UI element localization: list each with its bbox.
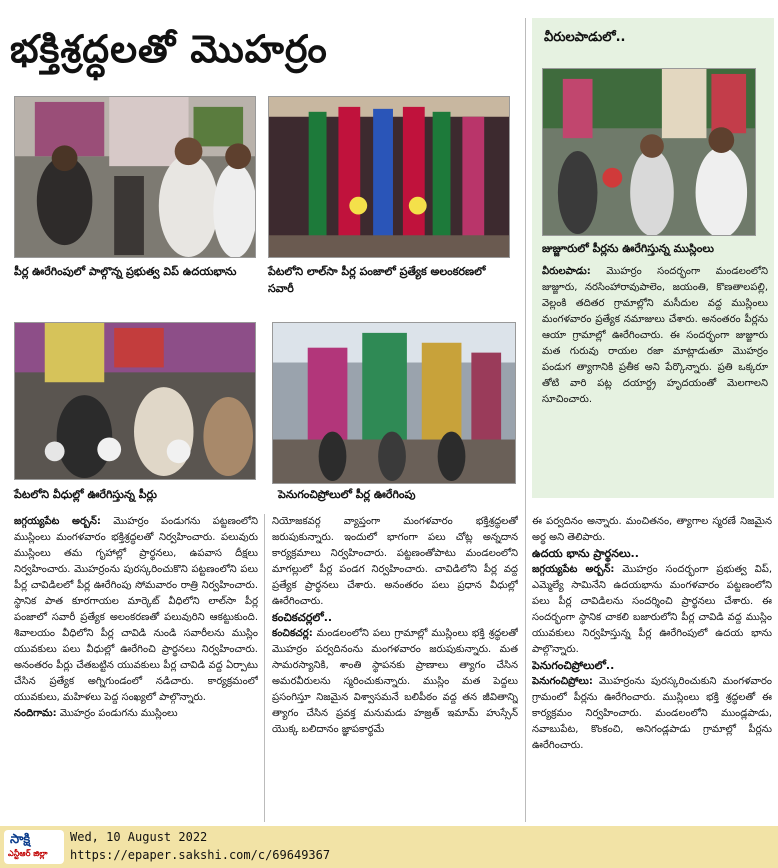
photo-image [15,323,255,479]
col1-lead: జగ్గయ్యపేట అర్బన్: [14,516,101,527]
col3-body1: మొహర్రం సందర్భంగా ప్రభుత్వ విప్, ఎమ్మెల్యే సామినేని ఉదయభాను మంగళవారం పట్టణంలోని పలు పీర్ల చావిడిలను సందర్శించి ప్రార్థనలు చేశారు. ఈ సందర్భంగా స్థానిక చాకలి బజారులోని పీర్ల చావిడి వద్ద ముస్లిం యువకులు నిర్వహిస్తున్న పీర్ల ఊరేగింపులో ఉదయ భాను పాల్గొన్నారు. [532,564,772,655]
logo-text: సాక్షి [10,832,31,847]
article-col3 [532,514,772,826]
col1-lead2: నందిగామ: [14,708,57,719]
column-divider [264,514,265,822]
photo-image [15,97,255,257]
sidebar-lead: వీరులపాడు: [542,266,591,277]
article-col2 [272,514,518,826]
col1-body: మొహర్రం పండుగను పట్టణంలోని ముస్లింలు మంగళవారం భక్తిశ్రద్ధలతో నిర్వహించారు. పలువురు ముస్లింలు తమ గృహాల్లో ప్రార్థనలు, ఉపవాస దీక్షలు నిర్వహించారు. మొహర్రంను పురస్కరించుకొని పట్టణంలోని పలు పీర్ల చావిడిలలో పీర్ల ఊరేగింపు సోమవారం రాత్రి నిర్వహించారు. స్థానిక పాత కూరగాయల మార్కెట్ వీధిలోని లాల్‌సా పీర్ల పంజాలో సవారీ ప్రత్యేక అలంకరణతో పలువురిని ఆకట్టుకుంది. శివాలయం వీధిలోని పీర్ల చావిడి నుండి సవారీలను ముస్లిం యువకులు పలు వీధుల్లో ఊరేగించి ప్రార్థనలు నిర్వహించారు. అనంతరం పీర్లు చేతబట్టిన యువకులు పీర్ల చావిడి వద్ద ఏర్పాటు చేసిన ప్రత్యేక అగ్నిగుండంలో నడిచారు. కార్యక్రమంలో యువకులు, మహిళలు పెద్ద సంఖ్యలో పాల్గొన్నారు. [14,516,258,703]
footer-url-link[interactable]: https://epaper.sakshi.com/c/69649367 [70,848,331,862]
footer-date: Wed, 10 August 2022 [70,830,208,844]
sidebar-article [542,264,768,496]
photo-jujjuru [542,68,756,236]
caption-photo3: పేటలోని వీధుల్లో ఊరేగిస్తున్న పీర్లు [14,488,157,501]
sakshi-logo [4,830,64,864]
sidebar-title: వీరులపాడులో.. [544,30,626,45]
col2-subhead: కంచికచర్లలో.. [272,611,333,624]
logo-edition: ఎన్టీఆర్ జిల్లా [8,849,48,858]
col2-body: నియోజకవర్గ వ్యాప్తంగా మంగళవారం భక్తిశ్రద్ధలతో జరుపుకున్నారు. ఇందులో భాగంగా పలు చోట్ల అన్నదాన కార్యక్రమాలు నిర్వహించారు. పట్టణంతోపాటు మండలంలోని మాగల్లులో పీర్ల పండగ నిర్వహించారు. చావిడిలోని పీర్ల వద్ద ప్రత్యేక ప్రార్థనలు చేశారు. అనంతరం పలు ప్రధాన వీధుల్లో ఊరేగించారు. [272,516,518,607]
col3-body: ఈ పర్వదినం అన్నారు. మంచితనం, త్యాగాల స్మరణే నిజమైన అర్థ అని తెలిపారు. [532,516,772,543]
photo-penuganchiprolu [272,322,516,484]
article-col1 [14,514,258,826]
caption-side-photo: జుజ్జూరులో పీర్లను ఊరేగిస్తున్న ముస్లింలు [542,242,714,255]
col3-lead2: పెనుగంచిప్రోలు: [532,676,593,687]
photo-image [269,97,509,257]
sidebar-body: మొహర్రం సందర్భంగా మండలంలోని జుజ్జూరు, నరసింహారావుపాలెం, జయంతి, కొణతాలపల్లి, వెల్లంకి తదితర గ్రామాల్లోని మసీదుల వద్ద ముస్లింలు మంగళవారం ప్రత్యేక నమాజులు చేశారు. అనంతరం పీర్లను ఆయా గ్రామాల్లో ఊరేగించారు. ఈ సందర్భంగా జుజ్జూరు మత గురువు రాయల రజా మాట్లాడుతూ మొహర్రం పండుగ త్యాగానికి ప్రతీక అని పేర్కొన్నారు. ప్రతి ఒక్కరూ తోటి వారి పట్ల దయార్ద్ర హృదయంతో మెలగాలని సూచించారు. [542,266,768,405]
col3-subhead2: పెనుగంచిప్రోలులో.. [532,659,615,672]
col1-body2: మొహర్రం పండుగను ముస్లింలు [56,708,178,719]
column-divider [525,18,526,822]
caption-photo2: పేటలోని లాల్‌సా పీర్ల పంజాలో ప్రత్యేక అలంకరణలో సవారీ [268,265,486,295]
caption-photo4: పెనుగంచిప్రోలులో పీర్ల ఊరేగింపు [278,488,416,501]
col3-subhead1: ఉదయ భాను ప్రార్థనలు.. [532,547,639,560]
col3-body2: మొహర్రంను పురస్కరించుకుని మంగళవారం గ్రామంలో పీర్లను ఊరేగించారు. ముస్లింలు భక్తి శ్రద్ధలతో ఈ కార్యక్రమం నిర్వహించారు. మండలంలోని ముండ్లపాడు, నవాబుపేట, కొంకంచి, అనిగండ్లపాడు గ్రామాల్లో పీర్లను ఊరేగించారు. [532,676,772,751]
col2-body2: మండలంలోని పలు గ్రామాల్లో ముస్లింలు భక్తి శ్రద్ధలతో మొహర్రం పర్వదినంను మంగళవారం జరుపుకున్నారు. మత సామరస్యానికి, శాంతి స్థాపనకు ప్రాణాలు త్యాగం చేసిన అమరవీరులను స్మరించుకున్నారు. ముస్లిం మత పెద్దలు ప్రసంగిస్తూ నిజమైన విశ్వాసమనే బలిపీఠం వద్ద తన జీవితాన్ని త్యాగం చేసిన ప్రవక్త మనుమడు హజ్రత్ ఇమామ్ హుస్సేన్ యొక్క బలిదానం జ్ఞాపకార్థమే [272,628,518,735]
col2-lead: కంచికచర్ల: [272,628,313,639]
photo-image [273,323,515,483]
photo-lalsa-panja [268,96,510,258]
photo-streets-procession [14,322,256,480]
col3-lead1: జగ్గయ్యపేట అర్బన్: [532,564,615,575]
photo-image [543,69,755,235]
photo-procession-whip [14,96,256,258]
headline: భక్తిశ్రద్ధలతో మొహర్రం [10,26,328,71]
caption-photo1: పీర్ల ఊరేగింపులో పాల్గొన్న ప్రభుత్వ విప్ ఉదయభాను [14,265,237,278]
